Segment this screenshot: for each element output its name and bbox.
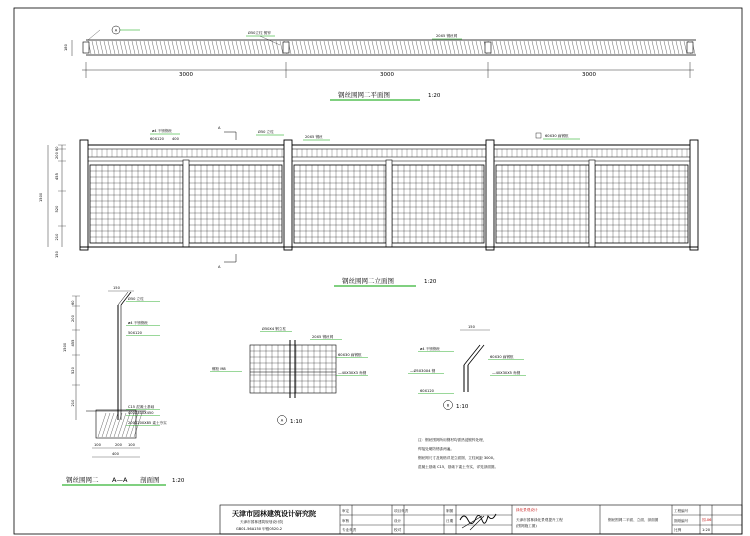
elevation-dim: 455 — [55, 173, 59, 180]
title-block-cell: 校对 — [394, 528, 402, 532]
plan-callout-label: A — [114, 28, 118, 33]
elevation-dim: 60 — [55, 146, 59, 151]
plan-view-scale: 1:20 — [428, 93, 441, 99]
title-block-cell: 制图 — [446, 509, 454, 513]
elevation-note-2: 60X120 — [150, 137, 164, 141]
plan-post-label: Ø50立柱 镀锌 — [248, 31, 271, 35]
detail-a-note: 20X5 钢丝网 — [312, 335, 334, 339]
title-block-cell: 项目负责 — [394, 509, 409, 513]
project-name-line1: 天津市园林绿化景观提升工程 — [516, 518, 563, 522]
aa-note: Ø50 立柱 — [128, 297, 144, 301]
aa-dim: 60 — [71, 300, 75, 305]
title-block-right-cell: 图纸编号 — [674, 519, 689, 523]
sheet-border — [14, 8, 742, 534]
elevation-note-1: ø4 不锈钢丝 — [152, 129, 173, 133]
plan-dim-2: 3000 — [380, 72, 394, 78]
aa-bottom-total: 400 — [112, 452, 119, 456]
detail-a-note: 螺栓 M8 — [212, 367, 226, 371]
section-mark-top: A — [218, 126, 221, 130]
plan-post — [687, 42, 693, 53]
elevation-view — [39, 126, 698, 286]
mesh-panel — [392, 165, 484, 243]
institute-name: 天津市园林建筑设计研究院 — [232, 510, 316, 518]
title-block-cell: 审核 — [342, 519, 350, 523]
aa-bottom-dim-2: 200 — [115, 443, 122, 447]
plan-post — [283, 42, 289, 53]
elevation-note-6: 60X30 扁钢框 — [545, 134, 569, 138]
detail-b-note: 60X30 扁钢框 — [490, 355, 514, 359]
note-line: 钢丝网尺寸及规格详见立面图，立柱间距 3000。 — [418, 456, 497, 460]
mesh-panel — [595, 165, 688, 243]
title-block-cell: 专业负责 — [342, 528, 357, 532]
title-block-cell: 设计 — [394, 519, 402, 523]
detail-a — [210, 326, 368, 425]
detail-a-note: —40X30X3 角钢 — [338, 371, 367, 375]
title-block-right-cell: 1:20 — [702, 528, 711, 532]
aa-note: C15 混凝土基础 — [128, 405, 155, 409]
detail-b — [408, 325, 526, 410]
drawing-title: 钢丝围网二平面、立面、剖面图 — [608, 518, 659, 522]
aa-title-suffix: 剖面图 — [140, 476, 160, 484]
plan-post — [485, 42, 491, 53]
detail-b-scale: 1:10 — [456, 404, 469, 410]
plan-view-title: 钢丝围网二平面图 — [338, 91, 390, 99]
detail-b-note: —Ø5X30X4 钢 — [410, 369, 436, 373]
title-block-right-cell: 比例 — [674, 528, 682, 532]
project-name-line2: (围网施工图) — [516, 524, 537, 528]
elevation-note-5: 20X5 钢丝 — [305, 135, 323, 139]
mesh-panel — [90, 165, 183, 243]
elevation-dim: 200 — [55, 152, 59, 159]
plan-dim-3: 3000 — [582, 72, 596, 78]
plan-view — [64, 26, 696, 100]
aa-dim: 200 — [71, 315, 75, 322]
mesh-panel — [189, 165, 282, 243]
aa-dim: 520 — [71, 367, 75, 374]
section-aa — [62, 286, 185, 485]
elevation-post — [486, 140, 494, 250]
aa-note: 400X400X450 — [128, 411, 154, 415]
institute-cert: GB01-56A150 甲级0520-2 — [236, 527, 283, 531]
aa-bottom-dim-3: 100 — [128, 443, 135, 447]
title-block-cell: 审定 — [342, 509, 350, 513]
plan-mesh-label: 20X5 钢丝网 — [436, 34, 458, 38]
mesh-panel — [496, 165, 589, 243]
aa-top-dim: 150 — [113, 286, 120, 290]
detail-b-marker: B — [446, 403, 450, 408]
elevation-post — [284, 140, 292, 250]
elevation-dim: 210 — [55, 233, 59, 241]
project-name-red: 绿化景观设计 — [516, 508, 538, 512]
detail-a-scale: 1:10 — [290, 419, 303, 425]
aa-scale: 1:20 — [172, 478, 185, 484]
plan-width-dim: 180 — [64, 44, 68, 51]
detail-a-note: Ø50X4 钢立柱 — [262, 327, 287, 331]
detail-b-note: —40X30X5 角钢 — [492, 371, 521, 375]
title-block-right-cell: 工程编号 — [674, 509, 689, 513]
institute-subtitle: 天津市园林建筑规划设计院 — [240, 520, 284, 524]
detail-b-note: ø4 不锈钢丝 — [420, 347, 441, 351]
elevation-post — [80, 140, 88, 250]
mid-post — [386, 160, 392, 247]
aa-title: 钢丝围网二 — [66, 476, 99, 484]
sheet-number: 园-06 — [702, 518, 712, 522]
detail-b-top-dim: 150 — [468, 325, 475, 329]
aa-title-mark: A—A — [112, 476, 128, 484]
aa-note: 200X200X85 素土夯实 — [128, 421, 167, 425]
mesh-panel — [294, 165, 386, 243]
aa-total-height: 1500 — [63, 342, 67, 352]
elevation-note-3: 400 — [172, 137, 179, 141]
note-line: 注：钢丝围网所用钢材均需热浸镀锌处理， — [418, 438, 487, 442]
elevation-post — [690, 140, 698, 250]
elevation-dim: 520 — [55, 205, 59, 213]
title-block — [220, 505, 742, 534]
aa-note: 50X120 — [128, 331, 142, 335]
elevation-note-4: Ø50 立柱 — [258, 130, 274, 134]
general-notes — [418, 437, 498, 469]
aa-bottom-dim-1: 100 — [94, 443, 101, 447]
title-block-cell: 日期 — [446, 519, 454, 523]
mid-post — [183, 160, 189, 247]
elevation-total-height: 1500 — [39, 192, 43, 202]
mid-post — [589, 160, 595, 247]
note-line: 混凝土基础 C15，基础下素土夯实，详见剖面图。 — [418, 465, 499, 469]
aa-note: ø4 不锈钢丝 — [128, 321, 149, 325]
plan-dim-1: 3000 — [179, 72, 193, 78]
aa-dim: 455 — [71, 339, 75, 347]
section-mark-bottom: A — [218, 265, 221, 269]
note-line: 焊接处刷防锈漆两遍。 — [418, 447, 454, 451]
detail-a-marker: A — [280, 418, 284, 423]
elevation-bottom-dim: 150 — [55, 251, 59, 258]
detail-a-note: 60X30 扁钢框 — [338, 353, 362, 357]
elevation-view-title: 钢丝围网二立面图 — [342, 277, 394, 285]
plan-post — [83, 42, 89, 53]
aa-dim: 210 — [71, 399, 75, 407]
elevation-view-scale: 1:20 — [424, 279, 437, 285]
detail-b-note: 60X120 — [420, 389, 434, 393]
